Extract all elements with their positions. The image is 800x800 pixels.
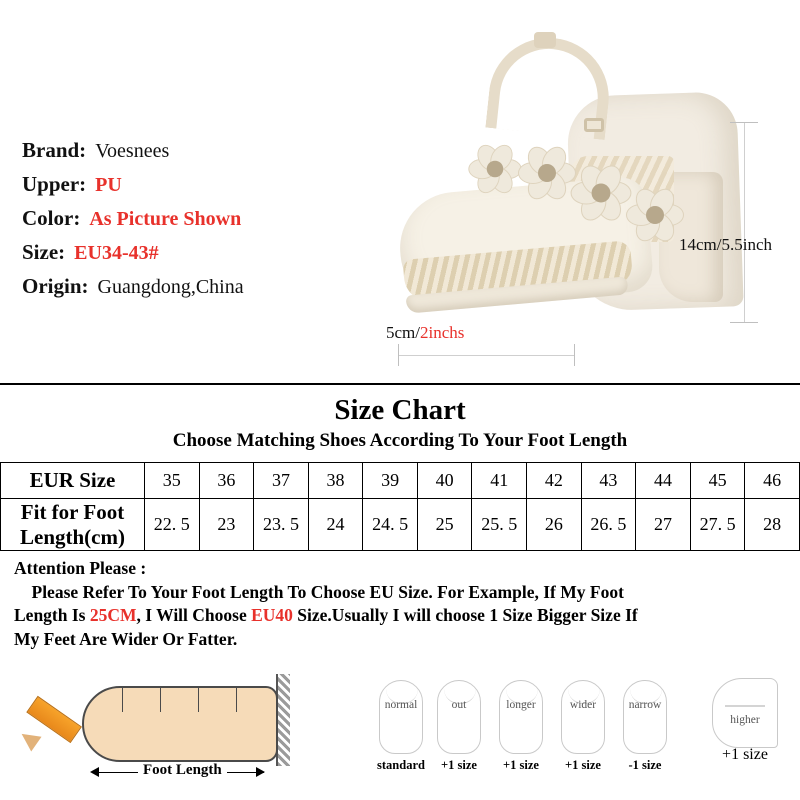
platform-guide-tick-right: [574, 344, 575, 366]
spec-value-origin: Guangdong,China: [97, 276, 244, 298]
cell-eur-size: 39: [363, 463, 418, 499]
spec-label-color: Color:: [22, 206, 81, 230]
foot-type-narrow: [614, 680, 676, 773]
ankle-outline-icon: [712, 678, 778, 748]
product-hero-section: [0, 0, 800, 383]
foot-type-wider: [552, 680, 614, 773]
product-spec-list: [22, 138, 372, 308]
spec-value-upper: PU: [95, 174, 122, 196]
platform-height-guide-line: [398, 355, 574, 356]
spec-row-origin: [22, 274, 372, 299]
spec-row-color: [22, 206, 372, 231]
cell-foot-length: 26: [527, 499, 582, 551]
foot-outline-icon: [379, 680, 423, 754]
cell-foot-length: 26. 5: [581, 499, 636, 551]
foot-type-caption: +1 size: [441, 758, 477, 772]
size-chart-section: [0, 385, 800, 652]
attention-line2-b: , I Will Choose: [136, 605, 252, 626]
foot-type-caption: +1 size: [503, 758, 539, 772]
spec-value-color: As Picture Shown: [89, 208, 242, 230]
foot-measure-diagram: [10, 674, 310, 800]
heel-height-guide-line: [744, 122, 745, 322]
cell-eur-size: 36: [199, 463, 254, 499]
foot-outline-shape: [82, 686, 278, 762]
heel-guide-tick-top: [730, 122, 758, 123]
product-photo: [372, 28, 772, 358]
cell-foot-length: 25. 5: [472, 499, 527, 551]
foot-type-standard: [370, 680, 432, 773]
platform-guide-tick-left: [398, 344, 399, 366]
cell-foot-length: 24: [308, 499, 363, 551]
spec-row-size: [22, 240, 372, 265]
measurement-diagrams-section: [0, 672, 800, 800]
spec-row-brand: [22, 138, 372, 163]
foot-type-tag: wider: [569, 699, 597, 711]
arrow-left-icon: [90, 767, 99, 777]
foot-outline-icon: [499, 680, 543, 754]
cell-foot-length: 25: [417, 499, 472, 551]
spec-label-origin: Origin:: [22, 274, 89, 298]
attention-line1: Please Refer To Your Foot Length To Choose EU Size. For Example, If My Foot: [31, 581, 624, 602]
foot-type-caption: +1 size: [565, 758, 601, 772]
wall-hatching: [276, 674, 290, 766]
platform-height-prefix: 5cm/: [386, 323, 420, 342]
platform-height-label: [386, 323, 464, 343]
cell-foot-length: 23. 5: [254, 499, 309, 551]
foot-type-higher: [702, 678, 788, 764]
attention-heading: Attention Please :: [14, 558, 147, 578]
foot-type-caption: standard: [377, 758, 425, 772]
table-row-foot-length: [1, 499, 800, 551]
attention-line3: My Feet Are Wider Or Fatter.: [14, 628, 238, 649]
foot-type-tag: normal: [384, 699, 418, 711]
attention-body: [14, 581, 786, 652]
buckle-icon: [584, 118, 604, 132]
cell-eur-size: 46: [745, 463, 800, 499]
cell-eur-size: 43: [581, 463, 636, 499]
foot-type-out: [428, 680, 490, 773]
cell-eur-size: 41: [472, 463, 527, 499]
foot-type-tag: out: [451, 699, 467, 711]
attention-note: [0, 551, 800, 652]
cell-eur-size: 37: [254, 463, 309, 499]
cell-eur-size: 38: [308, 463, 363, 499]
wedge-sandal-illustration: [452, 90, 727, 305]
spec-label-upper: Upper:: [22, 172, 87, 196]
cell-eur-size: 42: [527, 463, 582, 499]
heel-guide-tick-bottom: [730, 322, 758, 323]
cell-foot-length: 23: [199, 499, 254, 551]
cell-eur-size: 35: [145, 463, 200, 499]
foot-outline-icon: [561, 680, 605, 754]
spec-label-brand: Brand:: [22, 138, 87, 162]
spec-row-upper: [22, 172, 372, 197]
cell-eur-size: 40: [417, 463, 472, 499]
platform-height-red: 2inchs: [420, 323, 465, 342]
size-chart-subtitle: Choose Matching Shoes According To Your Foot Length: [172, 430, 628, 451]
foot-type-tag: longer: [506, 699, 536, 711]
foot-type-tag: narrow: [628, 699, 662, 711]
cell-foot-length: 27. 5: [690, 499, 745, 551]
attention-foot-length-value: 25CM: [89, 605, 137, 626]
foot-type-caption: -1 size: [628, 758, 662, 772]
cell-foot-length: 24. 5: [363, 499, 418, 551]
pencil-icon: [18, 692, 88, 758]
size-chart-title: Size Chart: [334, 394, 466, 426]
attention-eu-size-value: EU40: [251, 605, 293, 626]
attention-line2-a: Length Is: [14, 605, 90, 626]
row-header-foot-length: Fit for Foot Length(cm): [1, 499, 145, 551]
cell-eur-size: 44: [636, 463, 691, 499]
foot-type-guide: [370, 672, 790, 800]
size-chart-table: [0, 462, 800, 551]
spec-label-size: Size:: [22, 240, 66, 264]
foot-outline-icon: [623, 680, 667, 754]
row-header-eur-size: EUR Size: [1, 463, 145, 499]
foot-type-tag: higher: [730, 714, 760, 726]
heel-height-label: 14cm/5.5inch: [679, 235, 773, 254]
cell-foot-length: 22. 5: [145, 499, 200, 551]
foot-outline-icon: [437, 680, 481, 754]
foot-type-longer: [490, 680, 552, 773]
spec-value-size: EU34-43#: [74, 242, 159, 264]
attention-line2-c: Size.Usually I will choose 1 Size Bigger Size If: [292, 605, 638, 626]
foot-type-caption: +1 size: [722, 746, 768, 763]
cell-foot-length: 27: [636, 499, 691, 551]
foot-length-label: Foot Length: [138, 762, 227, 779]
table-row-eur-size: [1, 463, 800, 499]
strap-knot: [534, 32, 556, 48]
arrow-right-icon: [256, 767, 265, 777]
spec-value-brand: Voesnees: [95, 140, 170, 162]
cell-eur-size: 45: [690, 463, 745, 499]
cell-foot-length: 28: [745, 499, 800, 551]
